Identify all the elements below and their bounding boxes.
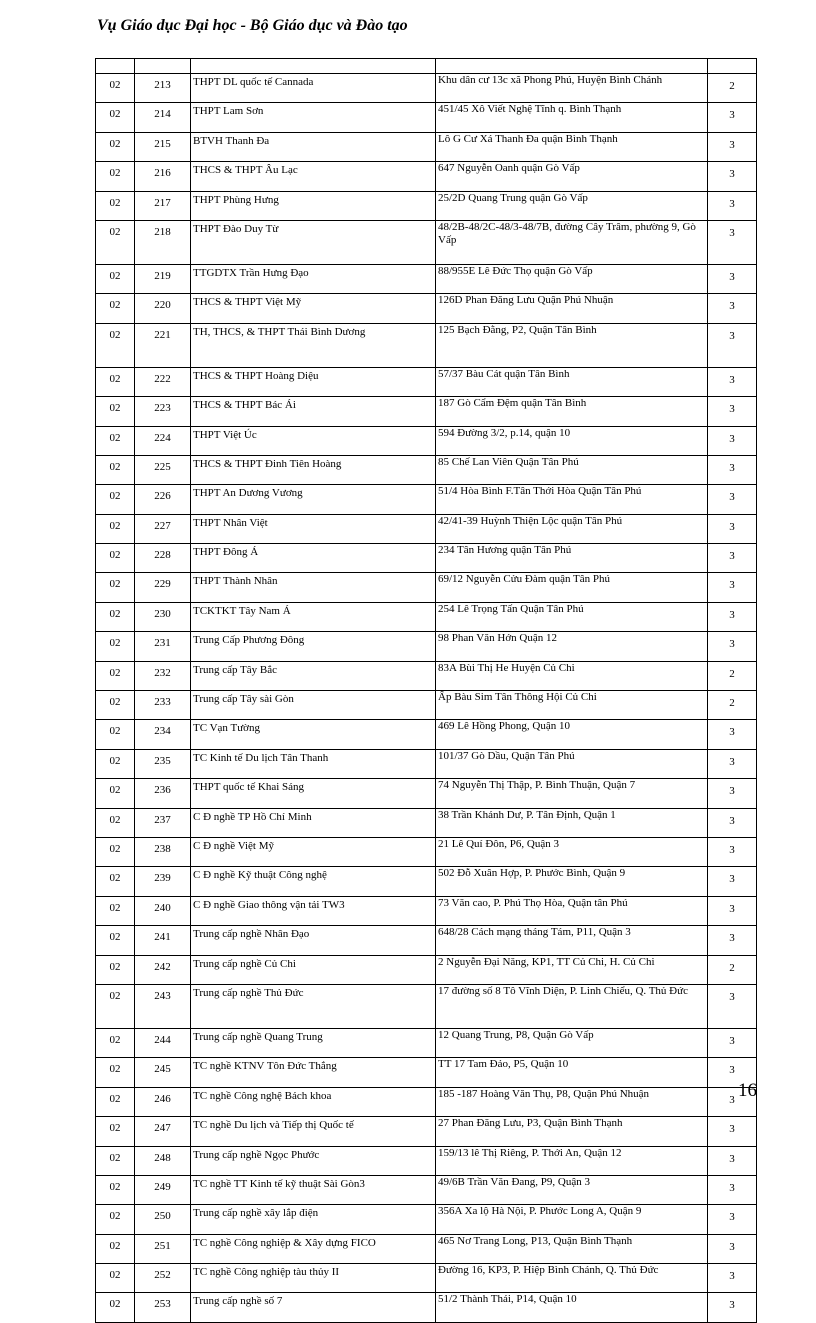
number-cell: 236 bbox=[135, 779, 191, 808]
number-cell: 214 bbox=[135, 103, 191, 132]
count-cell: 3 bbox=[708, 573, 757, 602]
address-cell: 38 Trần Khánh Dư, P. Tân Định, Quận 1 bbox=[436, 808, 708, 837]
school-name-cell: THCS & THPT Đinh Tiên Hoàng bbox=[191, 455, 436, 484]
address-cell: Lô G Cư Xá Thanh Đa quận Bình Thạnh bbox=[436, 132, 708, 161]
address-cell: 88/955E Lê Đức Thọ quận Gò Vấp bbox=[436, 264, 708, 293]
number-cell: 216 bbox=[135, 162, 191, 191]
address-cell: Khu dân cư 13c xã Phong Phú, Huyện Bình Chánh bbox=[436, 74, 708, 103]
table-row bbox=[96, 514, 757, 543]
address-cell: Đường 16, KP3, P. Hiệp Bình Chánh, Q. Thủ Đức bbox=[436, 1264, 708, 1293]
table-row bbox=[96, 602, 757, 631]
address-cell: 469 Lê Hồng Phong, Quận 10 bbox=[436, 720, 708, 749]
address-cell: 27 Phan Đăng Lưu, P3, Quận Bình Thạnh bbox=[436, 1117, 708, 1146]
school-name-cell: THPT Phùng Hưng bbox=[191, 191, 436, 220]
address-cell: 51/4 Hòa Bình F.Tân Thới Hòa Quận Tân Phú bbox=[436, 485, 708, 514]
school-name-cell: THCS & THPT Việt Mỹ bbox=[191, 294, 436, 323]
school-name-cell: Trung cấp nghề số 7 bbox=[191, 1293, 436, 1322]
number-cell: 222 bbox=[135, 367, 191, 396]
count-cell: 3 bbox=[708, 485, 757, 514]
table-row bbox=[96, 955, 757, 984]
address-cell: 49/6B Trần Văn Đang, P9, Quận 3 bbox=[436, 1175, 708, 1204]
address-cell: 125 Bạch Đằng, P2, Quận Tân Bình bbox=[436, 323, 708, 367]
count-cell: 2 bbox=[708, 691, 757, 720]
count-cell: 3 bbox=[708, 455, 757, 484]
count-cell: 3 bbox=[708, 602, 757, 631]
table-row bbox=[96, 1293, 757, 1322]
number-cell: 225 bbox=[135, 455, 191, 484]
table-row bbox=[96, 397, 757, 426]
number-cell: 218 bbox=[135, 220, 191, 264]
school-name-cell: THPT Nhân Việt bbox=[191, 514, 436, 543]
school-name-cell: C Đ nghề TP Hồ Chí Minh bbox=[191, 808, 436, 837]
page-number: 16 bbox=[738, 1080, 757, 1101]
zone-cell: 02 bbox=[96, 220, 135, 264]
zone-cell: 02 bbox=[96, 867, 135, 896]
count-cell: 3 bbox=[708, 867, 757, 896]
count-cell: 3 bbox=[708, 984, 757, 1028]
school-name-cell: THPT DL quốc tế Cannada bbox=[191, 74, 436, 103]
address-cell: Ấp Bàu Sim Tân Thông Hội Củ Chi bbox=[436, 691, 708, 720]
count-cell: 3 bbox=[708, 323, 757, 367]
school-name-cell: Trung cấp Tây Bắc bbox=[191, 661, 436, 690]
table-row bbox=[96, 1028, 757, 1057]
address-cell: 48/2B-48/2C-48/3-48/7B, đường Cây Trâm, phường 9, Gò Vấp bbox=[436, 220, 708, 264]
number-cell: 245 bbox=[135, 1058, 191, 1087]
zone-cell: 02 bbox=[96, 1058, 135, 1087]
zone-cell: 02 bbox=[96, 573, 135, 602]
table-row bbox=[96, 749, 757, 778]
count-cell: 3 bbox=[708, 426, 757, 455]
number-cell: 239 bbox=[135, 867, 191, 896]
address-cell: 648/28 Cách mạng tháng Tám, P11, Quận 3 bbox=[436, 926, 708, 955]
count-cell: 3 bbox=[708, 632, 757, 661]
table-row bbox=[96, 132, 757, 161]
zone-cell: 02 bbox=[96, 1117, 135, 1146]
number-cell: 251 bbox=[135, 1234, 191, 1263]
count-cell: 2 bbox=[708, 74, 757, 103]
zone-cell: 02 bbox=[96, 1234, 135, 1263]
table-row bbox=[96, 367, 757, 396]
table-row bbox=[96, 264, 757, 293]
school-name-cell: THPT quốc tế Khai Sáng bbox=[191, 779, 436, 808]
zone-cell: 02 bbox=[96, 323, 135, 367]
address-cell: 51/2 Thành Thái, P14, Quận 10 bbox=[436, 1293, 708, 1322]
count-cell: 3 bbox=[708, 397, 757, 426]
count-cell: 3 bbox=[708, 544, 757, 573]
zone-cell: 02 bbox=[96, 602, 135, 631]
table-row bbox=[96, 294, 757, 323]
school-name-cell: TCKTKT Tây Nam Á bbox=[191, 602, 436, 631]
address-cell: 159/13 lê Thị Riêng, P. Thới An, Quận 12 bbox=[436, 1146, 708, 1175]
number-cell: 228 bbox=[135, 544, 191, 573]
address-cell: 465 Nơ Trang Long, P13, Quận Bình Thạnh bbox=[436, 1234, 708, 1263]
table-row bbox=[96, 808, 757, 837]
table-row bbox=[96, 1264, 757, 1293]
address-cell: 98 Phan Văn Hớn Quận 12 bbox=[436, 632, 708, 661]
school-name-cell: THPT Việt Úc bbox=[191, 426, 436, 455]
zone-cell: 02 bbox=[96, 264, 135, 293]
zone-cell: 02 bbox=[96, 132, 135, 161]
table-row bbox=[96, 573, 757, 602]
table-row bbox=[96, 926, 757, 955]
address-cell: 101/37 Gò Dầu, Quận Tân Phú bbox=[436, 749, 708, 778]
zone-cell: 02 bbox=[96, 426, 135, 455]
zone-cell: 02 bbox=[96, 896, 135, 925]
number-cell: 243 bbox=[135, 984, 191, 1028]
address-cell: 187 Gò Cẩm Đệm quận Tân Bình bbox=[436, 397, 708, 426]
school-name-cell: BTVH Thanh Đa bbox=[191, 132, 436, 161]
number-cell: 249 bbox=[135, 1175, 191, 1204]
table-row bbox=[96, 1117, 757, 1146]
address-cell: 83A Bùi Thị He Huyện Củ Chi bbox=[436, 661, 708, 690]
zone-cell: 02 bbox=[96, 191, 135, 220]
count-cell: 3 bbox=[708, 1234, 757, 1263]
address-cell: 74 Nguyễn Thị Thập, P. Bình Thuận, Quận 7 bbox=[436, 779, 708, 808]
address-cell: 126D Phan Đăng Lưu Quận Phú Nhuận bbox=[436, 294, 708, 323]
table-row bbox=[96, 191, 757, 220]
school-name-cell: Trung cấp Tây sài Gòn bbox=[191, 691, 436, 720]
school-name-cell: C Đ nghề Việt Mỹ bbox=[191, 837, 436, 866]
count-cell: 3 bbox=[708, 1087, 757, 1116]
number-cell: 231 bbox=[135, 632, 191, 661]
zone-cell: 02 bbox=[96, 779, 135, 808]
table-row bbox=[96, 1058, 757, 1087]
zone-cell: 02 bbox=[96, 984, 135, 1028]
zone-cell: 02 bbox=[96, 162, 135, 191]
address-cell: 85 Chế Lan Viên Quận Tân Phú bbox=[436, 455, 708, 484]
school-name-cell: THPT Đào Duy Từ bbox=[191, 220, 436, 264]
table-row bbox=[96, 455, 757, 484]
table-row bbox=[96, 896, 757, 925]
school-table-body bbox=[96, 59, 757, 1323]
school-name-cell: TC nghề Công nghiệp & Xây dựng FICO bbox=[191, 1234, 436, 1263]
count-cell: 3 bbox=[708, 367, 757, 396]
zone-cell: 02 bbox=[96, 720, 135, 749]
count-cell: 3 bbox=[708, 926, 757, 955]
count-cell: 3 bbox=[708, 808, 757, 837]
count-cell: 3 bbox=[708, 1264, 757, 1293]
count-cell: 3 bbox=[708, 837, 757, 866]
zone-cell: 02 bbox=[96, 1205, 135, 1234]
school-name-cell: TC Vạn Tường bbox=[191, 720, 436, 749]
school-name-cell: THPT Lam Sơn bbox=[191, 103, 436, 132]
table-row bbox=[96, 544, 757, 573]
number-cell: 213 bbox=[135, 74, 191, 103]
number-cell: 238 bbox=[135, 837, 191, 866]
school-name-cell: THPT Thành Nhân bbox=[191, 573, 436, 602]
number-cell: 230 bbox=[135, 602, 191, 631]
zone-cell: 02 bbox=[96, 103, 135, 132]
number-cell: 229 bbox=[135, 573, 191, 602]
address-cell: 42/41-39 Huỳnh Thiện Lộc quận Tân Phú bbox=[436, 514, 708, 543]
table-row bbox=[96, 867, 757, 896]
count-cell: 3 bbox=[708, 1205, 757, 1234]
number-cell: 242 bbox=[135, 955, 191, 984]
count-cell: 3 bbox=[708, 191, 757, 220]
table-row bbox=[96, 779, 757, 808]
zone-cell: 02 bbox=[96, 397, 135, 426]
zone-cell: 02 bbox=[96, 1264, 135, 1293]
school-name-cell: TC nghề TT Kinh tế kỹ thuật Sài Gòn3 bbox=[191, 1175, 436, 1204]
address-cell: 2 Nguyễn Đại Năng, KP1, TT Củ Chi, H. Củ Chi bbox=[436, 955, 708, 984]
school-table bbox=[95, 58, 757, 1323]
count-cell: 2 bbox=[708, 955, 757, 984]
school-name-cell: THCS & THPT Bác Ái bbox=[191, 397, 436, 426]
table-row bbox=[96, 1205, 757, 1234]
address-cell: 25/2D Quang Trung quận Gò Vấp bbox=[436, 191, 708, 220]
count-cell: 3 bbox=[708, 132, 757, 161]
address-cell: 73 Văn cao, P. Phú Thọ Hòa, Quận tân Phú bbox=[436, 896, 708, 925]
count-cell: 3 bbox=[708, 220, 757, 264]
count-cell: 3 bbox=[708, 162, 757, 191]
table-row bbox=[96, 220, 757, 264]
zone-cell: 02 bbox=[96, 1028, 135, 1057]
count-cell: 2 bbox=[708, 661, 757, 690]
address-cell: 356A Xa lộ Hà Nội, P. Phước Long A, Quận 9 bbox=[436, 1205, 708, 1234]
school-name-cell: Trung cấp nghề Củ Chi bbox=[191, 955, 436, 984]
table-row bbox=[96, 162, 757, 191]
number-cell: 237 bbox=[135, 808, 191, 837]
school-name-cell: THPT An Dương Vương bbox=[191, 485, 436, 514]
table-row bbox=[96, 691, 757, 720]
school-name-cell: Trung cấp nghề Nhân Đạo bbox=[191, 926, 436, 955]
address-cell: 451/45 Xô Viết Nghệ Tĩnh q. Bình Thạnh bbox=[436, 103, 708, 132]
table-row bbox=[96, 1146, 757, 1175]
table-row bbox=[96, 1087, 757, 1116]
number-cell: 246 bbox=[135, 1087, 191, 1116]
number-cell: 220 bbox=[135, 294, 191, 323]
school-name-cell: TC nghề KTNV Tôn Đức Thắng bbox=[191, 1058, 436, 1087]
number-cell: 234 bbox=[135, 720, 191, 749]
table-row bbox=[96, 984, 757, 1028]
address-cell: 12 Quang Trung, P8, Quận Gò Vấp bbox=[436, 1028, 708, 1057]
school-name-cell: TC nghề Du lịch và Tiếp thị Quốc tế bbox=[191, 1117, 436, 1146]
table-row bbox=[96, 426, 757, 455]
number-cell: 250 bbox=[135, 1205, 191, 1234]
count-cell: 3 bbox=[708, 514, 757, 543]
school-name-cell: TC nghề Công nghiệp tàu thủy II bbox=[191, 1264, 436, 1293]
address-cell: 647 Nguyễn Oanh quận Gò Vấp bbox=[436, 162, 708, 191]
blank-row bbox=[96, 59, 757, 74]
zone-cell: 02 bbox=[96, 1087, 135, 1116]
count-cell: 3 bbox=[708, 779, 757, 808]
table-row bbox=[96, 1175, 757, 1204]
count-cell: 3 bbox=[708, 103, 757, 132]
zone-cell: 02 bbox=[96, 837, 135, 866]
table-row bbox=[96, 323, 757, 367]
school-name-cell: TC nghề Công nghệ Bách khoa bbox=[191, 1087, 436, 1116]
zone-cell: 02 bbox=[96, 367, 135, 396]
school-name-cell: Trung Cấp Phương Đông bbox=[191, 632, 436, 661]
table-row bbox=[96, 103, 757, 132]
document-header: Vụ Giáo dục Đại học - Bộ Giáo dục và Đào tạo bbox=[97, 17, 408, 34]
count-cell: 3 bbox=[708, 1117, 757, 1146]
zone-cell: 02 bbox=[96, 691, 135, 720]
zone-cell: 02 bbox=[96, 749, 135, 778]
table-row bbox=[96, 661, 757, 690]
number-cell: 233 bbox=[135, 691, 191, 720]
count-cell: 3 bbox=[708, 1293, 757, 1322]
school-name-cell: Trung cấp nghề Thủ Đức bbox=[191, 984, 436, 1028]
count-cell: 3 bbox=[708, 294, 757, 323]
number-cell: 221 bbox=[135, 323, 191, 367]
school-name-cell: THCS & THPT Âu Lạc bbox=[191, 162, 436, 191]
school-name-cell: Trung cấp nghề Quang Trung bbox=[191, 1028, 436, 1057]
zone-cell: 02 bbox=[96, 1293, 135, 1322]
school-name-cell: C Đ nghề Giao thông vận tải TW3 bbox=[191, 896, 436, 925]
number-cell: 232 bbox=[135, 661, 191, 690]
school-name-cell: Trung cấp nghề xây lắp điện bbox=[191, 1205, 436, 1234]
number-cell: 240 bbox=[135, 896, 191, 925]
address-cell: 594 Đường 3/2, p.14, quận 10 bbox=[436, 426, 708, 455]
table-row bbox=[96, 1234, 757, 1263]
number-cell: 217 bbox=[135, 191, 191, 220]
count-cell: 3 bbox=[708, 720, 757, 749]
school-name-cell: THCS & THPT Hoàng Diệu bbox=[191, 367, 436, 396]
number-cell: 219 bbox=[135, 264, 191, 293]
count-cell: 3 bbox=[708, 896, 757, 925]
table-row bbox=[96, 837, 757, 866]
number-cell: 215 bbox=[135, 132, 191, 161]
count-cell: 3 bbox=[708, 1058, 757, 1087]
zone-cell: 02 bbox=[96, 455, 135, 484]
count-cell: 3 bbox=[708, 749, 757, 778]
zone-cell: 02 bbox=[96, 294, 135, 323]
school-name-cell: TH, THCS, & THPT Thái Bình Dương bbox=[191, 323, 436, 367]
number-cell: 252 bbox=[135, 1264, 191, 1293]
address-cell: 254 Lê Trọng Tấn Quận Tân Phú bbox=[436, 602, 708, 631]
school-name-cell: TTGDTX Trần Hưng Đạo bbox=[191, 264, 436, 293]
school-name-cell: TC Kinh tế Du lịch Tân Thanh bbox=[191, 749, 436, 778]
school-name-cell: THPT Đông Á bbox=[191, 544, 436, 573]
address-cell: 17 đường số 8 Tô Vĩnh Diện, P. Linh Chiểu, Q. Thủ Đức bbox=[436, 984, 708, 1028]
number-cell: 235 bbox=[135, 749, 191, 778]
address-cell: 57/37 Bàu Cát quận Tân Bình bbox=[436, 367, 708, 396]
number-cell: 248 bbox=[135, 1146, 191, 1175]
zone-cell: 02 bbox=[96, 74, 135, 103]
zone-cell: 02 bbox=[96, 661, 135, 690]
address-cell: 234 Tân Hương quận Tân Phú bbox=[436, 544, 708, 573]
zone-cell: 02 bbox=[96, 926, 135, 955]
number-cell: 247 bbox=[135, 1117, 191, 1146]
number-cell: 227 bbox=[135, 514, 191, 543]
school-name-cell: Trung cấp nghề Ngọc Phước bbox=[191, 1146, 436, 1175]
count-cell: 3 bbox=[708, 1175, 757, 1204]
table-row bbox=[96, 632, 757, 661]
count-cell: 3 bbox=[708, 264, 757, 293]
address-cell: 69/12 Nguyễn Cửu Đàm quận Tân Phú bbox=[436, 573, 708, 602]
number-cell: 241 bbox=[135, 926, 191, 955]
count-cell: 3 bbox=[708, 1028, 757, 1057]
address-cell: 185 -187 Hoàng Văn Thụ, P8, Quận Phú Nhuận bbox=[436, 1087, 708, 1116]
zone-cell: 02 bbox=[96, 544, 135, 573]
zone-cell: 02 bbox=[96, 632, 135, 661]
zone-cell: 02 bbox=[96, 808, 135, 837]
school-name-cell: C Đ nghề Kỹ thuật Công nghệ bbox=[191, 867, 436, 896]
number-cell: 224 bbox=[135, 426, 191, 455]
zone-cell: 02 bbox=[96, 955, 135, 984]
address-cell: 21 Lê Quí Đôn, P6, Quận 3 bbox=[436, 837, 708, 866]
number-cell: 244 bbox=[135, 1028, 191, 1057]
zone-cell: 02 bbox=[96, 514, 135, 543]
zone-cell: 02 bbox=[96, 1146, 135, 1175]
zone-cell: 02 bbox=[96, 485, 135, 514]
address-cell: 502 Đỗ Xuân Hợp, P. Phước Bình, Quận 9 bbox=[436, 867, 708, 896]
table-row bbox=[96, 74, 757, 103]
number-cell: 226 bbox=[135, 485, 191, 514]
count-cell: 3 bbox=[708, 1146, 757, 1175]
table-row bbox=[96, 720, 757, 749]
table-row bbox=[96, 485, 757, 514]
zone-cell: 02 bbox=[96, 1175, 135, 1204]
number-cell: 223 bbox=[135, 397, 191, 426]
address-cell: TT 17 Tam Đảo, P5, Quận 10 bbox=[436, 1058, 708, 1087]
number-cell: 253 bbox=[135, 1293, 191, 1322]
